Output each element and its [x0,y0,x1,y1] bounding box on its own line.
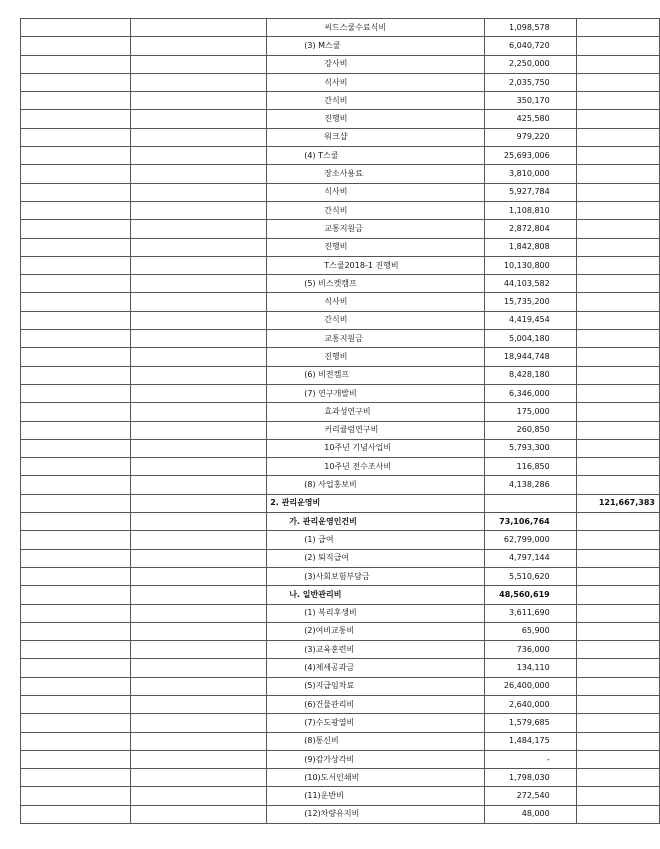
item-label-cell: 간식비 [267,311,485,329]
total-cell [576,513,659,531]
blank-cell [21,641,131,659]
total-cell [576,421,659,439]
blank-cell [131,421,267,439]
total-cell [576,695,659,713]
amount-cell: 18,944,748 [484,348,576,366]
table-row [21,494,660,512]
item-label-cell: (5) 비스켓캠프 [267,275,485,293]
item-label-cell: 진행비 [267,110,485,128]
table-row [21,586,660,604]
blank-cell [131,659,267,677]
amount-cell: 2,640,000 [484,695,576,713]
total-cell [576,567,659,585]
total-cell [576,714,659,732]
item-label-cell: 가. 관리운영인건비 [267,513,485,531]
amount-cell: 1,798,030 [484,769,576,787]
blank-cell [131,622,267,640]
amount-cell: 3,611,690 [484,604,576,622]
blank-cell [131,714,267,732]
amount-cell: 272,540 [484,787,576,805]
total-cell [576,604,659,622]
blank-cell [131,513,267,531]
blank-cell [21,604,131,622]
table-row [21,805,660,823]
amount-cell: 2,035,750 [484,73,576,91]
table-row [21,677,660,695]
budget-table [20,18,660,824]
amount-cell: 48,000 [484,805,576,823]
amount-cell: 350,170 [484,92,576,110]
amount-cell: 5,510,620 [484,567,576,585]
blank-cell [131,805,267,823]
blank-cell [131,695,267,713]
blank-cell [21,750,131,768]
total-cell [576,677,659,695]
table-row [21,238,660,256]
table-row [21,201,660,219]
blank-cell [21,476,131,494]
total-cell [576,73,659,91]
blank-cell [131,330,267,348]
item-label-cell: 효과성연구비 [267,403,485,421]
blank-cell [21,805,131,823]
total-cell [576,275,659,293]
item-label-cell: (3)교육훈련비 [267,641,485,659]
amount-cell: 5,004,180 [484,330,576,348]
amount-cell: 26,400,000 [484,677,576,695]
table-row [21,641,660,659]
table-row [21,165,660,183]
blank-cell [21,458,131,476]
item-label-cell: 교통지원금 [267,220,485,238]
item-label-cell: (10)도서인쇄비 [267,769,485,787]
total-cell [576,128,659,146]
table-row [21,55,660,73]
item-label-cell: (6) 비전캠프 [267,366,485,384]
amount-cell: 4,138,286 [484,476,576,494]
table-row [21,220,660,238]
blank-cell [21,128,131,146]
item-label-cell: 식사비 [267,183,485,201]
blank-cell [21,238,131,256]
total-cell [576,732,659,750]
blank-cell [21,677,131,695]
item-label-cell: (5)지급임차료 [267,677,485,695]
item-label-cell: 커리큘럼연구비 [267,421,485,439]
item-label-cell: (6)건물관리비 [267,695,485,713]
item-label-cell: (3) M스쿨 [267,37,485,55]
blank-cell [21,549,131,567]
table-row [21,92,660,110]
blank-cell [131,110,267,128]
amount-cell: 44,103,582 [484,275,576,293]
amount-cell: 134,110 [484,659,576,677]
amount-cell: 5,927,784 [484,183,576,201]
total-cell [576,439,659,457]
item-label-cell: (3)사회보험부담금 [267,567,485,585]
amount-cell: 15,735,200 [484,293,576,311]
table-row [21,330,660,348]
total-cell [576,531,659,549]
item-label-cell: 장소사용료 [267,165,485,183]
blank-cell [21,659,131,677]
blank-cell [21,55,131,73]
blank-cell [131,476,267,494]
total-cell [576,586,659,604]
total-cell [576,256,659,274]
blank-cell [131,147,267,165]
amount-cell: 25,693,006 [484,147,576,165]
total-cell [576,37,659,55]
blank-cell [21,567,131,585]
blank-cell [21,293,131,311]
amount-cell: 1,579,685 [484,714,576,732]
blank-cell [21,330,131,348]
blank-cell [131,55,267,73]
amount-cell: 6,346,000 [484,384,576,402]
total-cell [576,92,659,110]
total-cell [576,641,659,659]
table-row [21,384,660,402]
blank-cell [131,403,267,421]
total-cell [576,165,659,183]
table-row [21,275,660,293]
blank-cell [131,439,267,457]
table-row [21,787,660,805]
item-label-cell: 식사비 [267,293,485,311]
table-row [21,622,660,640]
amount-cell: 3,810,000 [484,165,576,183]
total-cell [576,330,659,348]
table-row [21,19,660,37]
blank-cell [21,73,131,91]
blank-cell [21,147,131,165]
table-row [21,567,660,585]
blank-cell [131,732,267,750]
amount-cell: 260,850 [484,421,576,439]
item-label-cell: 진행비 [267,238,485,256]
item-label-cell: (9)감가상각비 [267,750,485,768]
blank-cell [21,183,131,201]
blank-cell [21,201,131,219]
amount-cell: 73,106,764 [484,513,576,531]
amount-cell: 4,797,144 [484,549,576,567]
item-label-cell: 10주년 기념사업비 [267,439,485,457]
table-row [21,366,660,384]
blank-cell [21,787,131,805]
blank-cell [21,165,131,183]
budget-rows [21,19,660,824]
amount-cell: 2,872,804 [484,220,576,238]
total-cell [576,458,659,476]
table-row [21,73,660,91]
blank-cell [21,92,131,110]
blank-cell [131,183,267,201]
amount-cell: 2,250,000 [484,55,576,73]
blank-cell [21,586,131,604]
total-cell: 121,667,383 [576,494,659,512]
total-cell [576,384,659,402]
table-row [21,348,660,366]
amount-cell: 5,793,300 [484,439,576,457]
blank-cell [21,348,131,366]
blank-cell [21,439,131,457]
amount-cell [484,494,576,512]
blank-cell [131,384,267,402]
blank-cell [131,201,267,219]
item-label-cell: (12)차량유지비 [267,805,485,823]
total-cell [576,769,659,787]
blank-cell [21,366,131,384]
total-cell [576,293,659,311]
item-label-cell: (1) 급여 [267,531,485,549]
blank-cell [21,403,131,421]
total-cell [576,19,659,37]
amount-cell: 175,000 [484,403,576,421]
item-label-cell: 식사비 [267,73,485,91]
table-row [21,293,660,311]
blank-cell [131,348,267,366]
total-cell [576,201,659,219]
item-label-cell: (2)여비교통비 [267,622,485,640]
blank-cell [21,714,131,732]
table-row [21,604,660,622]
total-cell [576,476,659,494]
amount-cell: 65,900 [484,622,576,640]
blank-cell [131,37,267,55]
blank-cell [131,750,267,768]
total-cell [576,55,659,73]
total-cell [576,220,659,238]
blank-cell [131,769,267,787]
item-label-cell: (11)운반비 [267,787,485,805]
total-cell [576,549,659,567]
item-label-cell: (1) 복리후생비 [267,604,485,622]
amount-cell: 48,560,619 [484,586,576,604]
table-row [21,128,660,146]
item-label-cell: 워크샵 [267,128,485,146]
blank-cell [131,293,267,311]
amount-cell: 979,220 [484,128,576,146]
budget-sheet [20,18,660,824]
total-cell [576,659,659,677]
amount-cell: 116,850 [484,458,576,476]
item-label-cell: (7) 연구개발비 [267,384,485,402]
blank-cell [131,92,267,110]
amount-cell: 10,130,800 [484,256,576,274]
table-row [21,439,660,457]
item-label-cell: 씨드스쿨수료식비 [267,19,485,37]
table-row [21,403,660,421]
blank-cell [131,165,267,183]
item-label-cell: 간식비 [267,92,485,110]
blank-cell [21,19,131,37]
blank-cell [21,695,131,713]
item-label-cell: (4)제세공과금 [267,659,485,677]
blank-cell [131,494,267,512]
table-row [21,714,660,732]
table-row [21,659,660,677]
table-row [21,256,660,274]
total-cell [576,787,659,805]
blank-cell [131,787,267,805]
table-row [21,37,660,55]
total-cell [576,366,659,384]
table-row [21,531,660,549]
item-label-cell: 간식비 [267,201,485,219]
total-cell [576,348,659,366]
amount-cell: 4,419,454 [484,311,576,329]
blank-cell [131,73,267,91]
amount-cell: 425,580 [484,110,576,128]
blank-cell [21,494,131,512]
item-label-cell: (2) 퇴직급여 [267,549,485,567]
blank-cell [131,220,267,238]
blank-cell [21,110,131,128]
table-row [21,732,660,750]
amount-cell: - [484,750,576,768]
blank-cell [131,256,267,274]
item-label-cell: 2. 관리운영비 [267,494,485,512]
blank-cell [131,311,267,329]
item-label-cell: T스쿨2018-1 진행비 [267,256,485,274]
table-row [21,183,660,201]
blank-cell [21,220,131,238]
blank-cell [21,275,131,293]
item-label-cell: (4) T스쿨 [267,147,485,165]
amount-cell: 6,040,720 [484,37,576,55]
item-label-cell: (8)통신비 [267,732,485,750]
table-row [21,750,660,768]
blank-cell [131,531,267,549]
blank-cell [21,311,131,329]
item-label-cell: 나. 일반관리비 [267,586,485,604]
blank-cell [21,421,131,439]
table-row [21,476,660,494]
blank-cell [131,238,267,256]
blank-cell [21,531,131,549]
amount-cell: 1,098,578 [484,19,576,37]
amount-cell: 1,484,175 [484,732,576,750]
blank-cell [21,384,131,402]
total-cell [576,147,659,165]
blank-cell [21,37,131,55]
blank-cell [21,622,131,640]
table-row [21,549,660,567]
table-row [21,110,660,128]
amount-cell: 1,108,810 [484,201,576,219]
table-row [21,695,660,713]
blank-cell [131,641,267,659]
table-row [21,421,660,439]
total-cell [576,311,659,329]
amount-cell: 1,842,808 [484,238,576,256]
blank-cell [131,366,267,384]
table-row [21,769,660,787]
item-label-cell: 교통지원금 [267,330,485,348]
blank-cell [131,128,267,146]
item-label-cell: (8) 사업홍보비 [267,476,485,494]
total-cell [576,622,659,640]
blank-cell [21,513,131,531]
blank-cell [131,586,267,604]
amount-cell: 62,799,000 [484,531,576,549]
total-cell [576,403,659,421]
amount-cell: 736,000 [484,641,576,659]
blank-cell [131,567,267,585]
blank-cell [21,732,131,750]
total-cell [576,805,659,823]
table-row [21,458,660,476]
item-label-cell: (7)수도광열비 [267,714,485,732]
table-row [21,513,660,531]
blank-cell [21,769,131,787]
total-cell [576,183,659,201]
blank-cell [131,458,267,476]
total-cell [576,750,659,768]
blank-cell [131,549,267,567]
item-label-cell: 강사비 [267,55,485,73]
table-row [21,147,660,165]
table-row [21,311,660,329]
total-cell [576,238,659,256]
item-label-cell: 10주년 전수조사비 [267,458,485,476]
blank-cell [131,604,267,622]
item-label-cell: 진행비 [267,348,485,366]
blank-cell [21,256,131,274]
blank-cell [131,275,267,293]
blank-cell [131,19,267,37]
total-cell [576,110,659,128]
amount-cell: 8,428,180 [484,366,576,384]
blank-cell [131,677,267,695]
